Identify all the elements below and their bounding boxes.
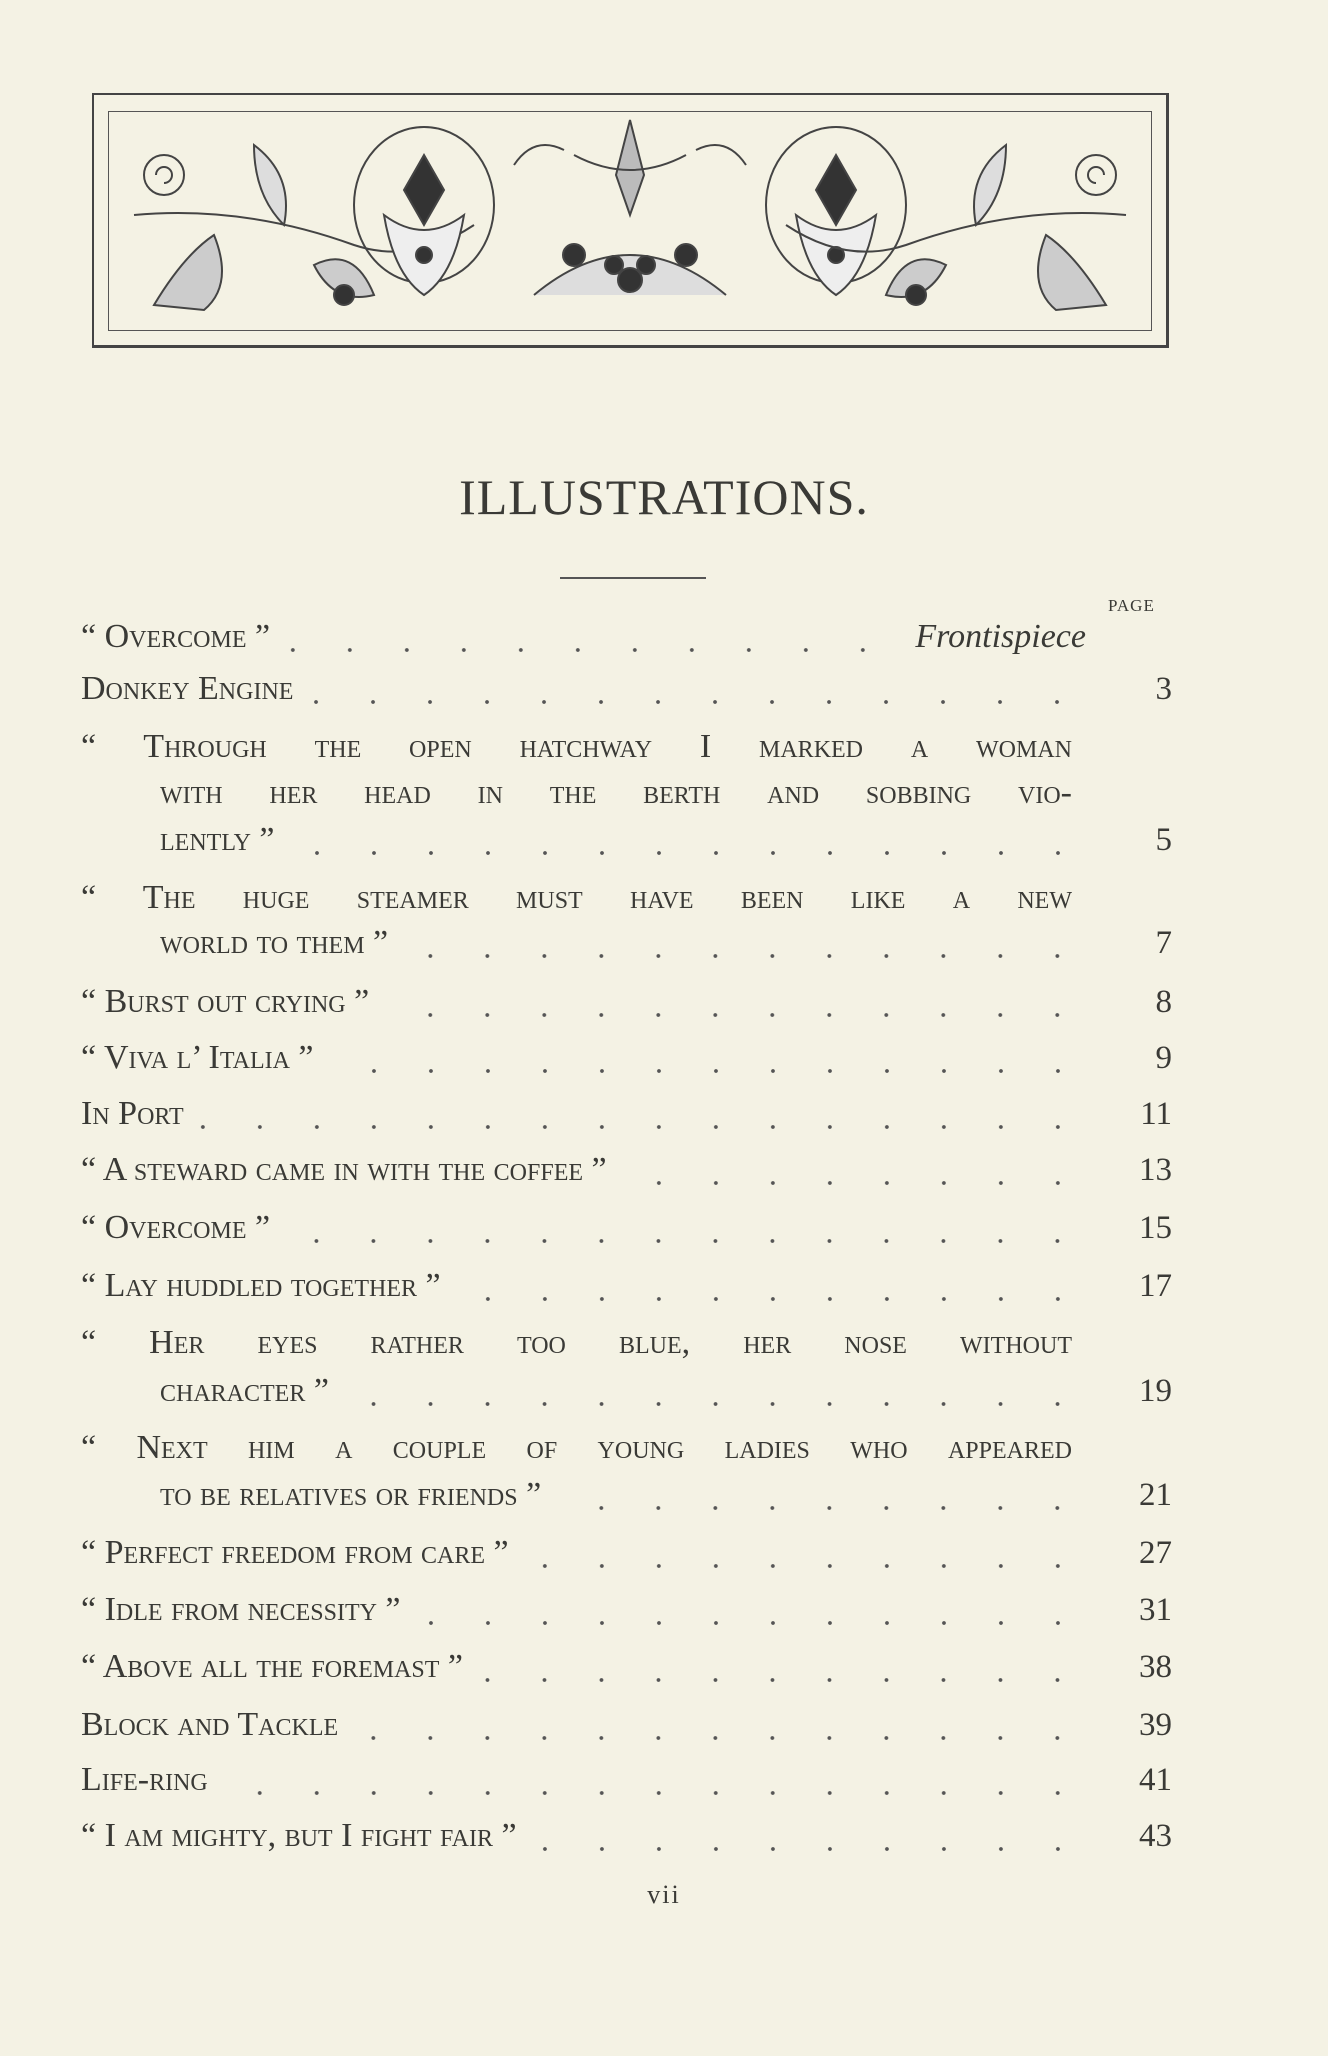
list-item-continuation [160,924,1172,974]
entry-title: world to them ” [160,924,389,961]
dot-leader [555,1505,1086,1511]
entry-page: 13 [1139,1152,1172,1188]
entry-title: In Port [81,1095,184,1132]
entry-page: 3 [1155,671,1172,707]
list-item [81,1591,1172,1641]
list-item [81,618,1172,668]
entry-title: “ Overcome ” [81,1209,271,1246]
dot-leader [284,647,891,653]
entry-title: Block and Tackle [81,1706,339,1743]
page-number: vii [647,1880,681,1909]
entry-title: “ Overcome ” [81,618,271,655]
entry-title: “ Idle from necessity ” [81,1591,401,1628]
dot-leader [307,699,1086,705]
entry-page: 39 [1139,1707,1172,1743]
list-item [81,1039,1172,1089]
list-item [81,670,1172,720]
page-title: ILLUSTRATIONS. [459,469,869,525]
entry-page: 9 [1155,1040,1172,1076]
entry-page: 19 [1139,1373,1172,1409]
title-rule [560,577,706,579]
entry-page: Frontispiece [915,618,1086,655]
entry-title: “ Burst out crying ” [81,983,370,1020]
list-item-continuation [160,774,1172,824]
floral-ornament-icon [94,95,1166,345]
entry-title: “ Viva l’ Italia ” [81,1039,314,1076]
entry-page: 15 [1139,1210,1172,1246]
entry-title: Donkey Engine [81,670,294,707]
entry-title: “ I am mighty, but I fight fair ” [81,1817,517,1854]
dot-leader [328,1068,1086,1074]
list-item [81,1095,1172,1145]
entry-title: to be relatives or friends ” [160,1476,542,1513]
entry-title: “ The huge steamer must have been like a new [81,879,1072,916]
dot-leader [383,1012,1086,1018]
list-item [81,1209,1172,1259]
dot-leader [415,1620,1086,1626]
list-item-continuation [160,1476,1172,1526]
list-item [81,1817,1172,1867]
list-item [81,1534,1172,1584]
page-column-label: PAGE [1108,596,1155,615]
list-item [81,1151,1172,1201]
dot-leader [222,1790,1086,1796]
entry-page: 5 [1155,822,1172,858]
entry-page: 43 [1139,1818,1172,1854]
entry-title: “ Next him a couple of young ladies who appeared [81,1429,1072,1466]
dot-leader [284,1238,1086,1244]
entry-page: 7 [1155,925,1172,961]
list-item [81,1706,1172,1756]
list-item [81,983,1172,1033]
entry-page: 27 [1139,1535,1172,1571]
entry-title: “ Above all the foremast ” [81,1648,464,1685]
header-ornament [92,93,1169,348]
list-item [81,1648,1172,1698]
entry-page: 38 [1139,1649,1172,1685]
list-item [81,1324,1172,1374]
list-item [81,1429,1172,1479]
entry-page: 41 [1139,1762,1172,1798]
dot-leader [198,1124,1086,1130]
entry-title: “ Her eyes rather too blue, her nose without [81,1324,1072,1361]
entry-page: 17 [1139,1268,1172,1304]
dot-leader [352,1735,1086,1741]
list-item [81,1761,1172,1811]
list-item-continuation [160,1372,1172,1422]
entry-page: 21 [1139,1477,1172,1513]
entry-page: 31 [1139,1592,1172,1628]
entry-title: character ” [160,1372,329,1409]
entry-title: “ Perfect freedom from care ” [81,1534,509,1571]
entry-page: 11 [1140,1096,1172,1132]
dot-leader [402,953,1086,959]
dot-leader [455,1296,1086,1302]
list-item [81,1267,1172,1317]
entry-title: Life-ring [81,1761,208,1798]
list-item [81,879,1172,929]
list-item-continuation [160,821,1172,871]
dot-leader [289,850,1087,856]
dot-leader [621,1180,1086,1186]
dot-leader [343,1401,1086,1407]
entry-page: 8 [1155,984,1172,1020]
dot-leader [531,1846,1086,1852]
entry-title: lently ” [160,821,275,858]
list-item [81,728,1172,778]
dot-leader [477,1677,1086,1683]
dot-leader [523,1563,1086,1569]
entry-title: “ A steward came in with the coffee ” [81,1151,607,1188]
entry-title: with her head in the berth and sobbing vio- [160,774,1072,811]
entry-title: “ Through the open hatchway I marked a woman [81,728,1072,765]
entry-title: “ Lay huddled together ” [81,1267,441,1304]
